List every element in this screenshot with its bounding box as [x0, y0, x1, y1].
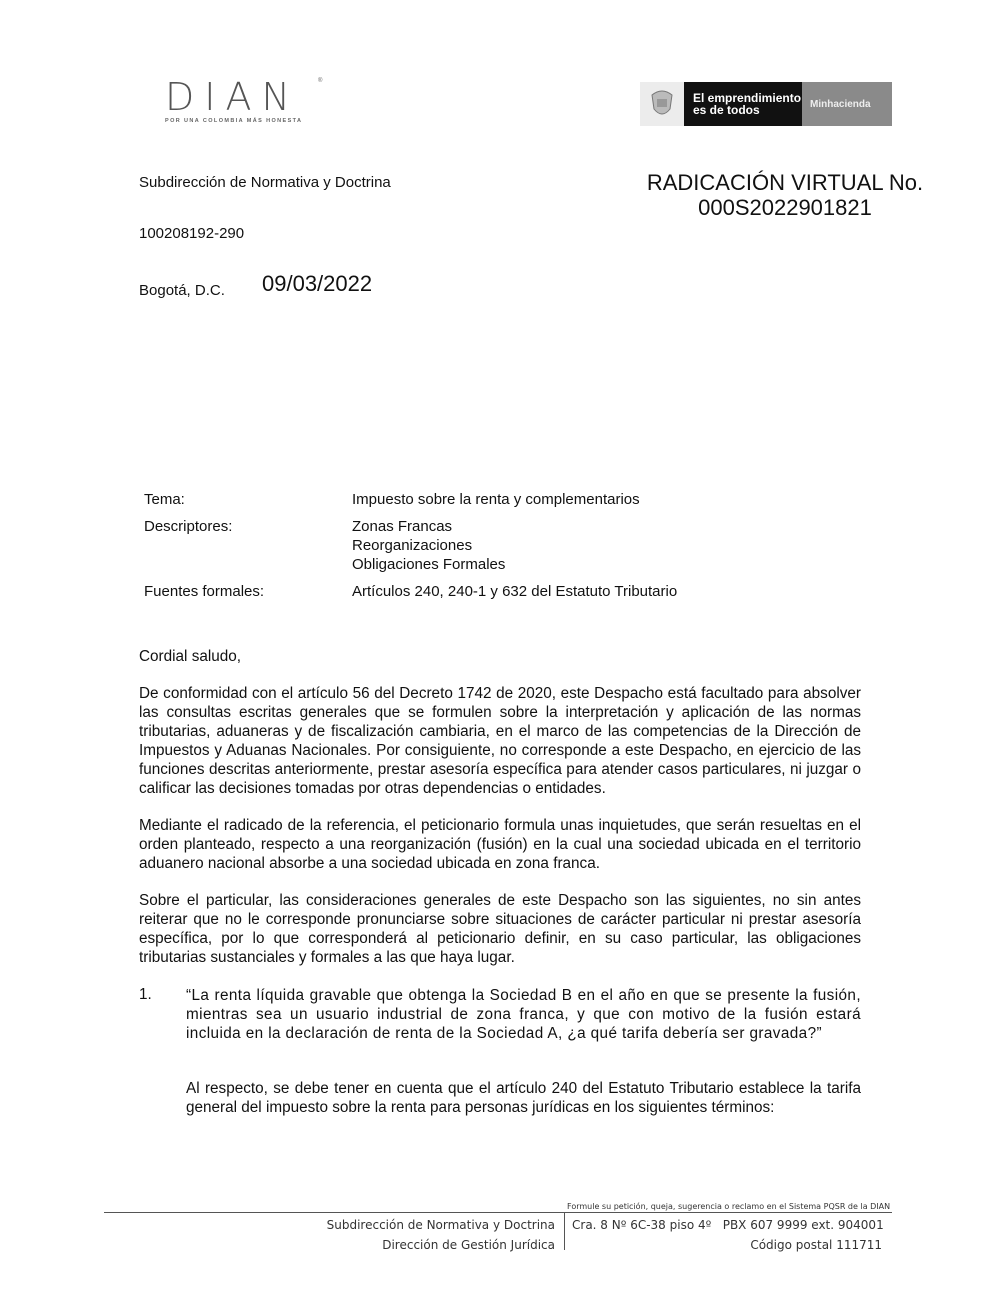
- footer-contact: [572, 1215, 882, 1255]
- item-quote: “La renta líquida gravable que obtenga la Sociedad B en el año en que se presente la fusión, mientras sea un usuario industrial de zona franca, y que con motivo de la fusión estará incluida en la declaración de renta de la Sociedad A, ¿a qué tarifa debería ser gravada?”: [186, 987, 861, 1042]
- dian-logo: [165, 75, 325, 128]
- dian-logo-word: DIAN: [165, 75, 300, 119]
- meta-key: Descriptores:: [144, 518, 233, 535]
- meta-row-tema: [140, 490, 681, 509]
- meta-value-list: [348, 509, 681, 574]
- footer-note: Formule su petición, queja, sugerencia o reclamo en el Sistema PQSR de la DIAN: [567, 1202, 891, 1211]
- office-name: Subdirección de Normativa y Doctrina: [139, 174, 391, 191]
- descriptor: Zonas Francas: [352, 518, 453, 535]
- footer-office-line1: Subdirección de Normativa y Doctrina: [326, 1218, 555, 1232]
- paragraph-1: De conformidad con el artículo 56 del Decreto 1742 de 2020, este Despacho está facultado para absolver las consultas escritas generales que se formulen sobre la interpretación y aplicación de las normas tributarias, aduaneras y de fiscalización cambiaria, en el marco de las competencias de la Dirección de Impuestos y Aduanas Nacionales. Por consiguiente, no corresponde a este Despacho, en ejercicio de las funciones descritas anteriormente, prestar asesoría específica para atender casos particulares, ni juzgar o calificar las decisiones tomadas por otras dependencias o entidades.: [139, 685, 861, 797]
- subject-table: [140, 490, 681, 601]
- descriptor: Reorganizaciones: [352, 537, 473, 554]
- radicacion-number: 000S2022901821: [698, 195, 872, 220]
- paragraph-2: Mediante el radicado de la referencia, el peticionario formula unas inquietudes, que serán resueltas en el orden planteado, respecto a una reorganización (fusión) en la cual una sociedad ubicada en el territorio aduanero nacional absorbe a una sociedad ubicada en zona franca.: [139, 817, 861, 872]
- meta-value: Impuesto sobre la renta y complementarios: [352, 491, 640, 508]
- item-number: 1.: [139, 986, 152, 1003]
- meta-value: Artículos 240, 240-1 y 632 del Estatuto Tributario: [352, 583, 678, 600]
- footer-postal-code: Código postal 111711: [750, 1238, 882, 1252]
- footer-office-line2: Dirección de Gestión Jurídica: [382, 1238, 555, 1252]
- descriptor: Obligaciones Formales: [352, 556, 506, 573]
- item-answer: Al respecto, se debe tener en cuenta que el artículo 240 del Estatuto Tributario establece la tarifa general del impuesto sobre la renta para personas jurídicas en los siguientes términos:: [186, 1080, 861, 1116]
- footer-vertical-divider: [564, 1213, 565, 1250]
- registered-mark: ®: [318, 78, 323, 84]
- greeting: Cordial saludo,: [139, 648, 242, 665]
- meta-row-fuentes: [140, 574, 681, 601]
- paragraph-3: Sobre el particular, las consideraciones generales de este Despacho son las siguientes, no sin antes reiterar que no le corresponde pronunciarse sobre situaciones de carácter particular ni prestar asesoría específica, por lo que corresponderá al peticionario definir, en su caso particular, las obligaciones tributarias sustanciales y formales a las que haya lugar.: [139, 892, 861, 966]
- footer-address: Cra. 8 Nº 6C-38 piso 4º PBX 607 9999 ext. 904001: [572, 1218, 884, 1232]
- ministry-label: Minhacienda: [802, 82, 892, 126]
- gov-slogan-line1: El emprendimiento: [693, 91, 802, 105]
- city: Bogotá, D.C.: [139, 282, 225, 299]
- dian-logo-tagline: POR UNA COLOMBIA MÁS HONESTA: [165, 118, 303, 124]
- meta-key: Tema:: [144, 491, 185, 508]
- footer-office: [300, 1215, 555, 1255]
- government-logo: [640, 82, 892, 126]
- gov-slogan-line2: es de todos: [693, 103, 760, 117]
- radicacion-block: [620, 170, 950, 220]
- reference-number: 100208192-290: [139, 225, 245, 242]
- meta-key: Fuentes formales:: [144, 583, 265, 600]
- footer-divider: [104, 1212, 892, 1213]
- date: 09/03/2022: [262, 271, 373, 296]
- radicacion-label: RADICACIÓN VIRTUAL No.: [646, 170, 924, 195]
- gov-slogan: [684, 82, 802, 126]
- meta-row-descriptores: [140, 509, 681, 574]
- coat-of-arms-icon: [640, 82, 684, 126]
